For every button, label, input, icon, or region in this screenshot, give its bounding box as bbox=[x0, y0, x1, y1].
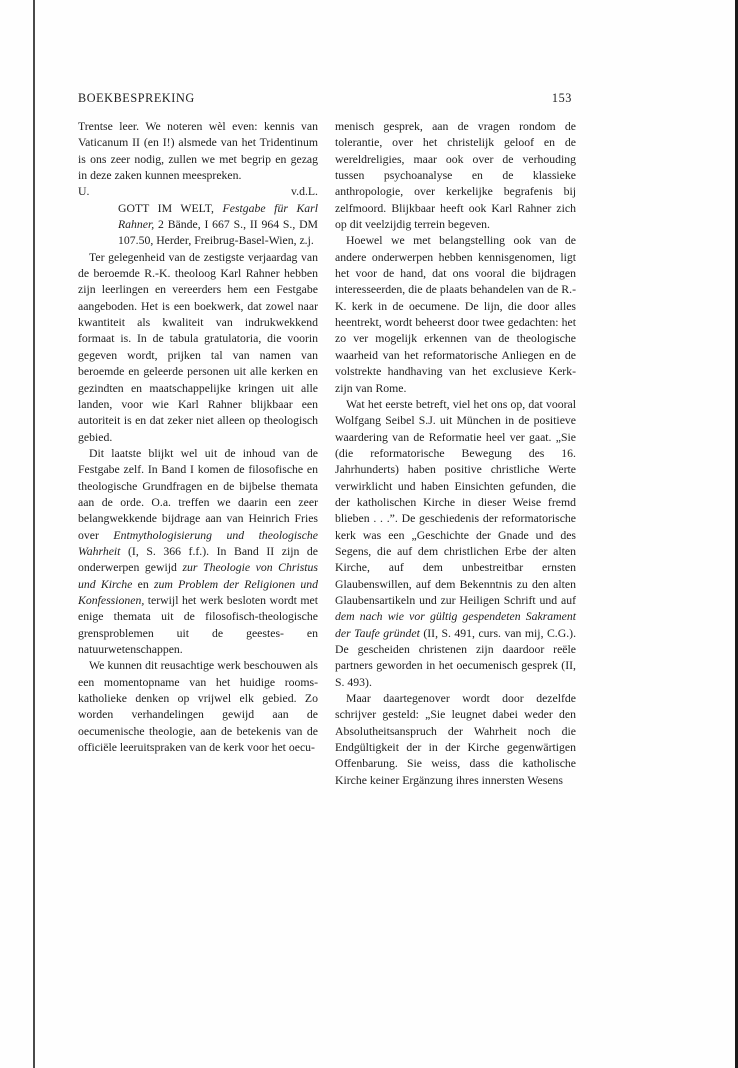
paragraph bbox=[78, 446, 318, 658]
italic-run: zur Theologie von Christus und Kirche bbox=[78, 561, 318, 591]
book-title: GOTT IM WELT, bbox=[118, 201, 214, 215]
text-run: en bbox=[137, 577, 149, 591]
scan-edge-left bbox=[33, 0, 35, 1068]
text-run: (II, S. 491, curs. van mij, C.G.). De gescheiden christenen zijn daardoor reële partners geworden in het oecumenisch gesprek (II, S. 493). bbox=[335, 626, 577, 689]
reviewer-signature bbox=[78, 184, 318, 200]
left-column bbox=[78, 119, 318, 756]
paragraph: Trentse leer. We noteren wèl even: kennis van Vaticanum II (en I!) alsmede van het Tridentinum is ons zeer nodig, zullen we met begrip en gezag in deze zaken kunnen meespreken. bbox=[78, 120, 318, 183]
italic-run: Entmythologisierung und theologische Wahrheit bbox=[78, 528, 319, 558]
paragraph: Hoewel we met belangstelling ook van de andere onderwerpen hebben kennisgenomen, ligt het voor de hand, dat ons vooral die bijdragen interesseerden, die de plaats behandelen van de R.-K. kerk in de oecumene. De lijn, die door alles heentrekt, wordt beheerst door twee gedachten: het zo ver mogelijk erkennen van de theologische waarheid van het reformatorische Anliegen en de volstrekte handhaving van het exclusieve Kerk-zijn van Rome. bbox=[335, 234, 576, 395]
text-run: terwijl het werk besloten wordt met enige themata uit de filosofisch-theologische grensproblemen uit de geestes- en natuurwetenschappen. bbox=[78, 593, 318, 656]
text-run: Wat het eerste betreft, viel het ons op, dat vooral Wolfgang Seibel S.J. uit München in de positieve waardering van de Reformatie heel ver gaat. „Sie (die reformatorische Bewegung des 16. Jahrhunderts) haben positive christliche Werte verwirklicht und haben Einsichten gefunden, die der katholischen Kirche in dieser Weise fremd blieben . . .”. De geschiedenis der reformatorische kerk was een „Geschichte der Gnade und des Segens, die auf dem christlichen Erbe der alten Kirche, auf dem unbestreitbar ernsten Glaubenswillen, auf dem Bekenntnis zu den alten Glaubensartikeln und zur Heiligen Schrift und auf bbox=[335, 397, 576, 607]
book-subtitle: Festgabe für Karl Rahner, bbox=[118, 201, 318, 232]
paragraph bbox=[335, 397, 576, 691]
italic-run: dem nach wie vor gültig gespendeten Sakrament der Taufe gründet bbox=[335, 610, 576, 640]
text-run: Dit laatste blijkt wel uit de inhoud van de Festgabe zelf. In Band I komen de filosofische en theologische Grundfragen en de bijbelse themata aan de orde. O.a. treffen we daarin een zeer belangwekkende bijdrage aan van Heinrich Fries over bbox=[78, 446, 318, 542]
signature-initial: U. bbox=[78, 185, 90, 199]
italic-run: zum Problem der Religionen und Konfessionen, bbox=[78, 577, 319, 607]
paragraph: menisch gesprek, aan de vragen rondom de tolerantie, over het christelijk geloof en de wereldreligies, maar ook over de verhouding tussen psychoanalyse en de klassieke anthropologie, over kerkelijke begrafenis bij zelfmoord. Blijkbaar heeft ook Karl Rahner zich op dit veelzijdig terrein begeven. bbox=[335, 120, 576, 232]
paragraph: Ter gelegenheid van de zestigste verjaardag van de beroemde R.-K. theoloog Karl Rahner hebben zijn leerlingen en vereerders hem een Festgabe aangeboden. Het is een boekwerk, dat zowel naar kwantiteit als kwaliteit van indrukwekkend formaat is. In de tabula gratulatoria, die voorin gegeven wordt, prijken tal van namen van beroemde en geleerde personen uit alle kerken en gezindten en maatschappelijke kringen uit alle landen, voor wie Karl Rahner blijkbaar een autoriteit is en dat zeker niet alleen op theologisch gebied. bbox=[78, 250, 318, 444]
right-column bbox=[335, 119, 576, 789]
paragraph: We kunnen dit reusachtige werk beschouwen als een momentopname van het huidige rooms-katholieke denken op vrijwel elk gebied. Zo worden verhandelingen gewijd aan de oecumenische theologie, aan de betekenis van de officiële leeruitspraken van de kerk voor het oecu- bbox=[78, 659, 318, 755]
page-number: 153 bbox=[551, 91, 572, 105]
running-head bbox=[78, 91, 572, 107]
running-title: BOEKBESPREKING bbox=[78, 91, 195, 105]
signature-name: v.d.L. bbox=[291, 185, 318, 199]
book-details: 2 Bände, I 667 S., II 964 S., DM 107.50, Herder, Freibrug-Basel-Wien, z.j. bbox=[118, 218, 319, 248]
text-run: (I, S. 366 f.f.). In Band II zijn de onderwerpen gewijd bbox=[78, 544, 318, 575]
paragraph: Maar daartegenover wordt door dezelfde schrijver gesteld: „Sie leugnet dabei weder den Absolutheitsanspruch der Wahrheit noch die Endgültigkeit der in der Kirche gegenwärtigen Offenbarung. Sie weiss, dass die katholische Kirche keiner Ergänzung ihres innersten Wesens bbox=[335, 692, 576, 787]
book-reference bbox=[78, 201, 318, 250]
